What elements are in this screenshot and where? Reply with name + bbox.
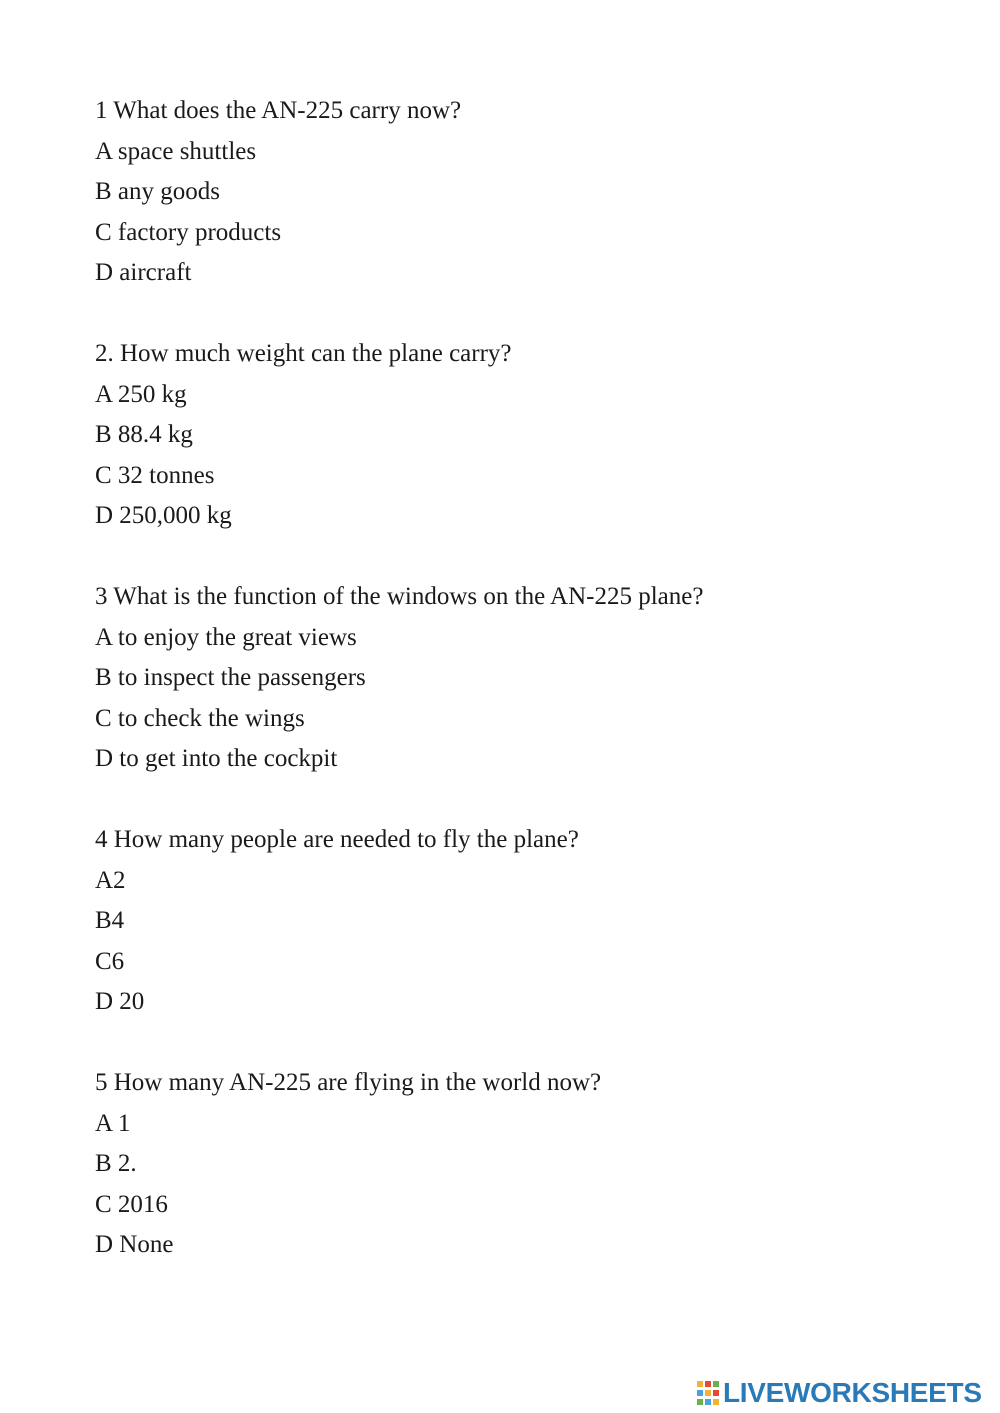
answer-option-d: D 20 bbox=[95, 988, 145, 1015]
answer-option-b: B 88.4 kg bbox=[95, 421, 193, 448]
answer-option-c: C 2016 bbox=[95, 1190, 168, 1218]
worksheet bbox=[95, 91, 955, 1266]
question-2 bbox=[95, 334, 955, 537]
answer-option-d: D to get into the cockpit bbox=[95, 745, 338, 772]
answer-option-a: A to enjoy the great views bbox=[95, 623, 357, 651]
liveworksheets-logo-icon bbox=[697, 1381, 719, 1405]
answer-option-d: D 250,000 kg bbox=[95, 502, 232, 529]
answer-option-a: A space shuttles bbox=[95, 137, 257, 165]
question-5 bbox=[95, 1063, 955, 1266]
answer-option-c: C 32 tonnes bbox=[95, 461, 215, 489]
answer-option-b: B any goods bbox=[95, 178, 220, 205]
question-3 bbox=[95, 577, 955, 780]
answer-option-d: D aircraft bbox=[95, 259, 192, 286]
logo-text: LIVEWORKSHEETS bbox=[723, 1377, 982, 1408]
answer-option-c: C6 bbox=[95, 947, 125, 975]
liveworksheets-logo bbox=[697, 1378, 982, 1408]
answer-option-b: B 2. bbox=[95, 1150, 137, 1177]
answer-option-d: D None bbox=[95, 1231, 174, 1258]
question-prompt: 1 What does the AN-225 carry now? bbox=[95, 97, 462, 124]
answer-option-c: C factory products bbox=[95, 218, 282, 246]
answer-option-a: A 250 kg bbox=[95, 380, 187, 408]
answer-option-c: C to check the wings bbox=[95, 704, 305, 732]
answer-option-a: A2 bbox=[95, 866, 126, 894]
question-prompt: 2. How much weight can the plane carry? bbox=[95, 340, 512, 367]
answer-option-a: A 1 bbox=[95, 1109, 131, 1137]
question-prompt: 5 How many AN-225 are flying in the world now? bbox=[95, 1069, 602, 1096]
question-prompt: 3 What is the function of the windows on the AN-225 plane? bbox=[95, 583, 704, 610]
answer-option-b: B to inspect the passengers bbox=[95, 664, 366, 691]
question-1 bbox=[95, 91, 955, 294]
question-prompt: 4 How many people are needed to fly the plane? bbox=[95, 826, 579, 853]
question-4 bbox=[95, 820, 955, 1023]
answer-option-b: B4 bbox=[95, 907, 125, 934]
